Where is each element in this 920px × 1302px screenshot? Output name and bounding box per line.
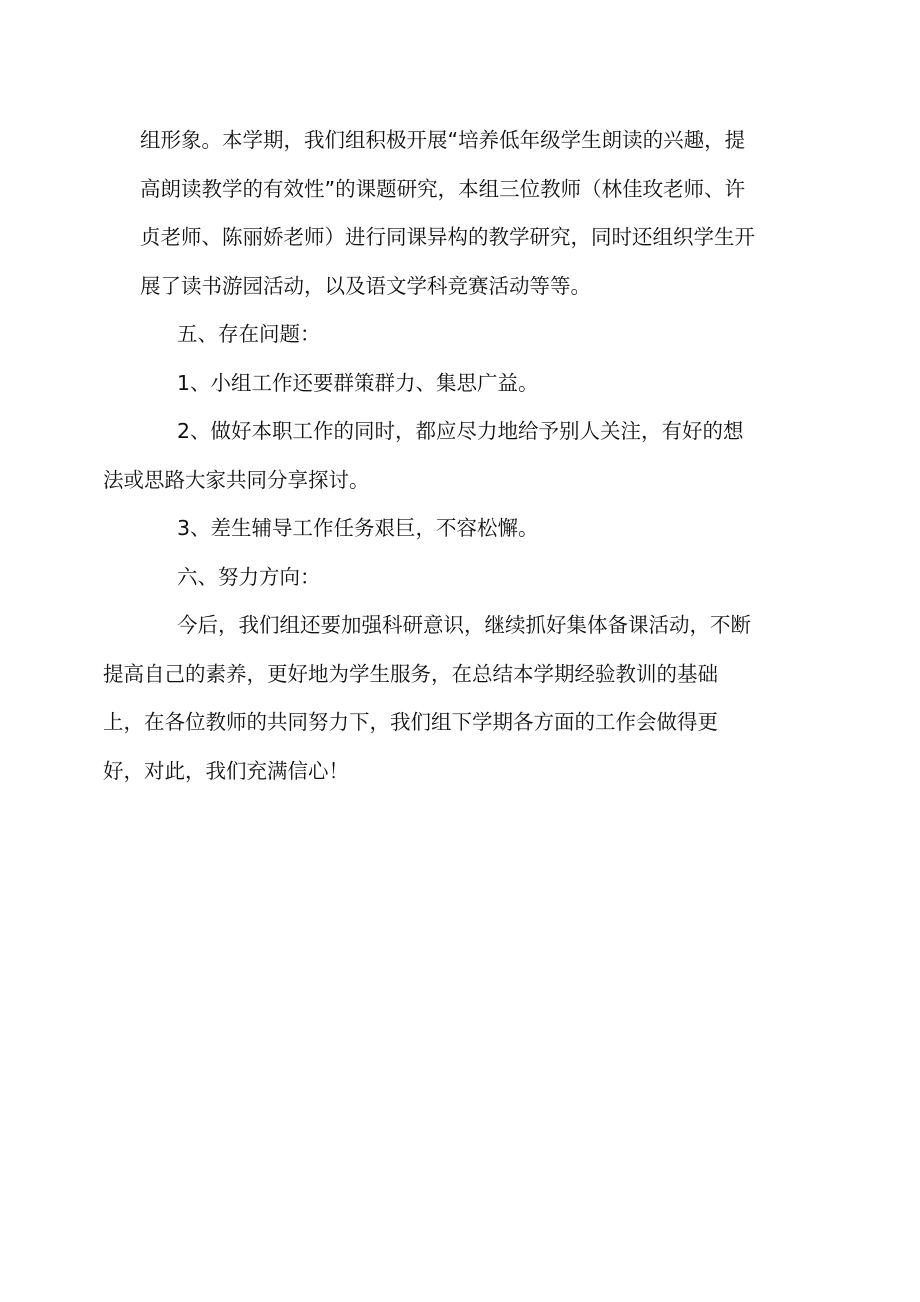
text-line: 好，对此，我们充满信心！ <box>103 758 349 783</box>
paragraph-direction <box>103 601 780 795</box>
text-line: 2、做好本职工作的同时，都应尽力地给予别人关注，有好的想 <box>177 419 744 443</box>
section-heading-text: 五、存在问题： <box>177 322 321 346</box>
text-line: 高朗读教学的有效性”的课题研究，本组三位教师（林佳玫老师、许 <box>140 176 746 201</box>
list-item-problem-1 <box>140 359 780 408</box>
text-line: 法或思路大家共同分享探讨。 <box>103 467 370 492</box>
section-heading-text: 六、努力方向： <box>177 564 321 589</box>
text-line: 提高自己的素养，更好地为学生服务，在总结本学期经验教训的基础 <box>103 661 718 686</box>
paragraph-intro-continuation <box>140 116 780 310</box>
text-line: 上，在各位教师的共同努力下，我们组下学期各方面的工作会做得更 <box>103 710 718 734</box>
document-body <box>103 116 780 795</box>
text-line: 贞老师、陈丽娇老师）进行同课异构的教学研究，同时还组织学生开 <box>140 225 755 249</box>
text-line: 1、小组工作还要群策群力、集思广益。 <box>177 370 539 395</box>
section-heading-direction <box>140 553 780 602</box>
list-item-problem-3 <box>140 504 780 553</box>
text-line: 3、差生辅导工作任务艰巨，不容松懈。 <box>177 516 539 540</box>
text-line: 组形象。本学期，我们组积极开展“培养低年级学生朗读的兴趣，提 <box>140 128 746 152</box>
text-line: 展了读书游园活动，以及语文学科竞赛活动等等。 <box>140 273 591 298</box>
section-heading-problems <box>140 310 780 359</box>
text-line: 今后，我们组还要加强科研意识，继续抓好集体备课活动，不断 <box>177 613 751 637</box>
list-item-problem-2 <box>103 407 780 504</box>
